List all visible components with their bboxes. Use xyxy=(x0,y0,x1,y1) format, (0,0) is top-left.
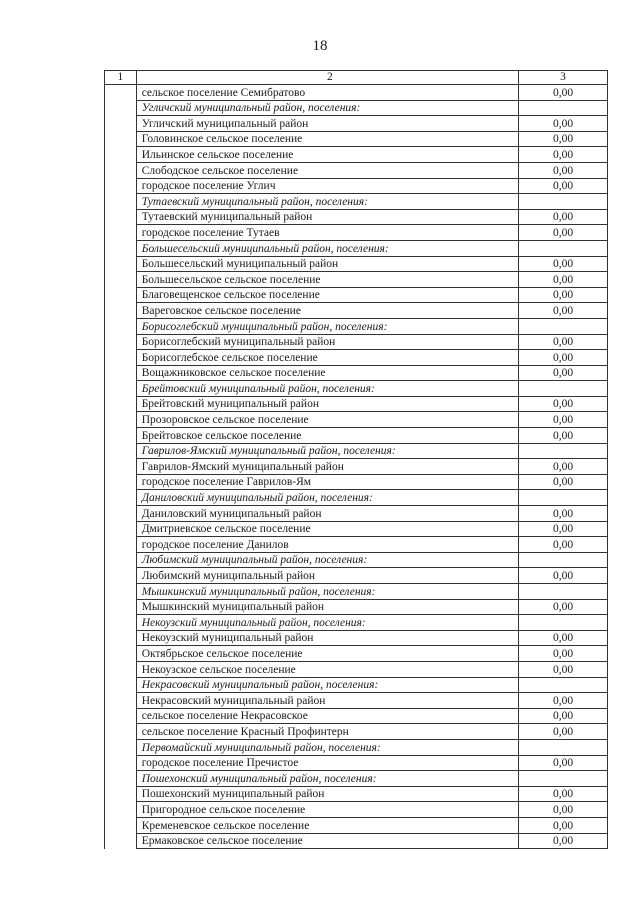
district-heading: Даниловский муниципальный район, поселения: xyxy=(136,490,518,506)
amount-cell: 0,00 xyxy=(519,412,608,428)
table-row xyxy=(105,661,608,677)
settlement-name: городское поселение Пречистое xyxy=(136,755,518,771)
row-index-cell xyxy=(105,272,137,288)
row-index-cell xyxy=(105,568,137,584)
table-row xyxy=(105,708,608,724)
amount-cell xyxy=(519,771,608,787)
row-index-cell xyxy=(105,630,137,646)
table-row xyxy=(105,506,608,522)
row-index-cell xyxy=(105,194,137,210)
settlement-name: городское поселение Гаврилов-Ям xyxy=(136,474,518,490)
table-row xyxy=(105,272,608,288)
table-row xyxy=(105,786,608,802)
settlement-name: сельское поселение Семибратово xyxy=(136,85,518,101)
settlement-name: городское поселение Тутаев xyxy=(136,225,518,241)
row-index-cell xyxy=(105,599,137,615)
table-row xyxy=(105,365,608,381)
table-row xyxy=(105,646,608,662)
table-row xyxy=(105,833,608,849)
row-index-cell xyxy=(105,646,137,662)
table-row xyxy=(105,147,608,163)
district-row xyxy=(105,443,608,459)
amount-cell: 0,00 xyxy=(519,131,608,147)
district-heading: Любимский муниципальный район, поселения: xyxy=(136,552,518,568)
settlement-name: городское поселение Данилов xyxy=(136,537,518,553)
amount-cell: 0,00 xyxy=(519,85,608,101)
table-row xyxy=(105,412,608,428)
amount-cell: 0,00 xyxy=(519,817,608,833)
settlement-name: Вареговское сельское поселение xyxy=(136,303,518,319)
amount-cell: 0,00 xyxy=(519,802,608,818)
row-index-cell xyxy=(105,677,137,693)
district-row xyxy=(105,739,608,755)
district-row xyxy=(105,381,608,397)
district-heading: Тутаевский муниципальный район, поселения: xyxy=(136,194,518,210)
row-index-cell xyxy=(105,85,137,101)
amount-cell xyxy=(519,240,608,256)
table-row xyxy=(105,537,608,553)
amount-cell xyxy=(519,490,608,506)
amount-cell: 0,00 xyxy=(519,334,608,350)
district-heading: Угличский муниципальный район, поселения: xyxy=(136,100,518,116)
table-row xyxy=(105,116,608,132)
table-row xyxy=(105,162,608,178)
district-heading: Брейтовский муниципальный район, поселения: xyxy=(136,381,518,397)
amount-cell: 0,00 xyxy=(519,661,608,677)
settlement-name: Благовещенское сельское поселение xyxy=(136,287,518,303)
amount-cell xyxy=(519,552,608,568)
row-index-cell xyxy=(105,381,137,397)
settlement-name: Пошехонский муниципальный район xyxy=(136,786,518,802)
settlement-name: Брейтовское сельское поселение xyxy=(136,428,518,444)
district-row xyxy=(105,677,608,693)
amount-cell: 0,00 xyxy=(519,755,608,771)
settlement-name: Вощажниковское сельское поселение xyxy=(136,365,518,381)
table-row xyxy=(105,131,608,147)
amount-cell xyxy=(519,584,608,600)
settlement-name: Прозоровское сельское поселение xyxy=(136,412,518,428)
settlement-name: Слободское сельское поселение xyxy=(136,162,518,178)
column-1-header: 1 xyxy=(105,71,137,85)
table-row xyxy=(105,287,608,303)
row-index-cell xyxy=(105,240,137,256)
settlement-name: Головинское сельское поселение xyxy=(136,131,518,147)
row-index-cell xyxy=(105,225,137,241)
amount-cell: 0,00 xyxy=(519,459,608,475)
settlement-name: Даниловский муниципальный район xyxy=(136,506,518,522)
amount-cell: 0,00 xyxy=(519,693,608,709)
page-number: 18 xyxy=(312,38,328,54)
table-row xyxy=(105,599,608,615)
amount-cell: 0,00 xyxy=(519,599,608,615)
district-heading: Некрасовский муниципальный район, поселения: xyxy=(136,677,518,693)
amount-cell: 0,00 xyxy=(519,350,608,366)
settlement-name: Тутаевский муниципальный район xyxy=(136,209,518,225)
amount-cell: 0,00 xyxy=(519,833,608,849)
amount-cell: 0,00 xyxy=(519,396,608,412)
row-index-cell xyxy=(105,615,137,631)
row-index-cell xyxy=(105,786,137,802)
row-index-cell xyxy=(105,724,137,740)
settlement-name: Некоузский муниципальный район xyxy=(136,630,518,646)
row-index-cell xyxy=(105,443,137,459)
row-index-cell xyxy=(105,334,137,350)
table-row xyxy=(105,802,608,818)
row-index-cell xyxy=(105,755,137,771)
table-body xyxy=(105,71,608,849)
settlement-name: Брейтовский муниципальный район xyxy=(136,396,518,412)
row-index-cell xyxy=(105,537,137,553)
settlement-name: Пригородное сельское поселение xyxy=(136,802,518,818)
table-row xyxy=(105,568,608,584)
row-index-cell xyxy=(105,147,137,163)
settlements-table xyxy=(104,70,608,849)
district-row xyxy=(105,240,608,256)
table-row xyxy=(105,178,608,194)
row-index-cell xyxy=(105,833,137,849)
settlement-name: Некоузское сельское поселение xyxy=(136,661,518,677)
amount-cell: 0,00 xyxy=(519,256,608,272)
amount-cell xyxy=(519,677,608,693)
amount-cell: 0,00 xyxy=(519,568,608,584)
amount-cell: 0,00 xyxy=(519,287,608,303)
amount-cell: 0,00 xyxy=(519,630,608,646)
table-header-row xyxy=(105,71,608,85)
amount-cell: 0,00 xyxy=(519,786,608,802)
row-index-cell xyxy=(105,739,137,755)
row-index-cell xyxy=(105,802,137,818)
district-heading: Мышкинский муниципальный район, поселения: xyxy=(136,584,518,600)
district-heading: Борисоглебский муниципальный район, поселения: xyxy=(136,318,518,334)
district-row xyxy=(105,318,608,334)
row-index-cell xyxy=(105,552,137,568)
amount-cell xyxy=(519,615,608,631)
row-index-cell xyxy=(105,396,137,412)
district-heading: Некоузский муниципальный район, поселения: xyxy=(136,615,518,631)
amount-cell: 0,00 xyxy=(519,272,608,288)
settlement-name: Гаврилов-Ямский муниципальный район xyxy=(136,459,518,475)
amount-cell: 0,00 xyxy=(519,474,608,490)
district-row xyxy=(105,490,608,506)
amount-cell: 0,00 xyxy=(519,209,608,225)
row-index-cell xyxy=(105,209,137,225)
amount-cell: 0,00 xyxy=(519,724,608,740)
settlement-name: Кременевское сельское поселение xyxy=(136,817,518,833)
settlement-name: Октябрьское сельское поселение xyxy=(136,646,518,662)
district-heading: Гаврилов-Ямский муниципальный район, поселения: xyxy=(136,443,518,459)
settlement-name: Любимский муниципальный район xyxy=(136,568,518,584)
table-row xyxy=(105,817,608,833)
table-row xyxy=(105,693,608,709)
settlement-name: Угличский муниципальный район xyxy=(136,116,518,132)
amount-cell xyxy=(519,100,608,116)
district-row xyxy=(105,615,608,631)
settlement-name: Борисоглебское сельское поселение xyxy=(136,350,518,366)
row-index-cell xyxy=(105,490,137,506)
row-index-cell xyxy=(105,693,137,709)
table-row xyxy=(105,428,608,444)
table-row xyxy=(105,225,608,241)
row-index-cell xyxy=(105,474,137,490)
row-index-cell xyxy=(105,116,137,132)
row-index-cell xyxy=(105,350,137,366)
settlement-name: Мышкинский муниципальный район xyxy=(136,599,518,615)
row-index-cell xyxy=(105,318,137,334)
settlement-name: Большесельский муниципальный район xyxy=(136,256,518,272)
row-index-cell xyxy=(105,506,137,522)
amount-cell: 0,00 xyxy=(519,506,608,522)
settlement-name: Большесельское сельское поселение xyxy=(136,272,518,288)
settlement-name: сельское поселение Красный Профинтерн xyxy=(136,724,518,740)
amount-cell xyxy=(519,194,608,210)
amount-cell xyxy=(519,318,608,334)
table-row xyxy=(105,350,608,366)
amount-cell xyxy=(519,381,608,397)
amount-cell: 0,00 xyxy=(519,225,608,241)
row-index-cell xyxy=(105,817,137,833)
amount-cell: 0,00 xyxy=(519,428,608,444)
settlement-name: Ермаковское сельское поселение xyxy=(136,833,518,849)
district-row xyxy=(105,771,608,787)
settlement-name: Ильинское сельское поселение xyxy=(136,147,518,163)
amount-cell: 0,00 xyxy=(519,537,608,553)
table-row xyxy=(105,459,608,475)
amount-cell: 0,00 xyxy=(519,521,608,537)
amount-cell xyxy=(519,739,608,755)
amount-cell: 0,00 xyxy=(519,116,608,132)
table-row xyxy=(105,85,608,101)
district-heading: Первомайский муниципальный район, поселения: xyxy=(136,739,518,755)
row-index-cell xyxy=(105,365,137,381)
row-index-cell xyxy=(105,771,137,787)
table-row xyxy=(105,630,608,646)
amount-cell xyxy=(519,443,608,459)
settlement-name: сельское поселение Некрасовское xyxy=(136,708,518,724)
row-index-cell xyxy=(105,708,137,724)
district-heading: Пошехонский муниципальный район, поселения: xyxy=(136,771,518,787)
table-row xyxy=(105,256,608,272)
row-index-cell xyxy=(105,162,137,178)
settlement-name: городское поселение Углич xyxy=(136,178,518,194)
row-index-cell xyxy=(105,661,137,677)
amount-cell: 0,00 xyxy=(519,708,608,724)
table-row xyxy=(105,396,608,412)
row-index-cell xyxy=(105,584,137,600)
column-3-header: 3 xyxy=(519,71,608,85)
amount-cell: 0,00 xyxy=(519,646,608,662)
settlement-name: Дмитриевское сельское поселение xyxy=(136,521,518,537)
table-row xyxy=(105,521,608,537)
table-row xyxy=(105,303,608,319)
district-row xyxy=(105,552,608,568)
table-row xyxy=(105,755,608,771)
row-index-cell xyxy=(105,178,137,194)
amount-cell: 0,00 xyxy=(519,162,608,178)
row-index-cell xyxy=(105,459,137,475)
settlement-name: Борисоглебский муниципальный район xyxy=(136,334,518,350)
row-index-cell xyxy=(105,287,137,303)
district-row xyxy=(105,194,608,210)
amount-cell: 0,00 xyxy=(519,365,608,381)
row-index-cell xyxy=(105,131,137,147)
amount-cell: 0,00 xyxy=(519,178,608,194)
amount-cell: 0,00 xyxy=(519,303,608,319)
table-row xyxy=(105,474,608,490)
table-row xyxy=(105,209,608,225)
row-index-cell xyxy=(105,256,137,272)
table-row xyxy=(105,724,608,740)
table-row xyxy=(105,334,608,350)
row-index-cell xyxy=(105,100,137,116)
district-row xyxy=(105,100,608,116)
amount-cell: 0,00 xyxy=(519,147,608,163)
column-2-header: 2 xyxy=(136,71,518,85)
settlement-name: Некрасовский муниципальный район xyxy=(136,693,518,709)
district-row xyxy=(105,584,608,600)
row-index-cell xyxy=(105,412,137,428)
row-index-cell xyxy=(105,428,137,444)
row-index-cell xyxy=(105,303,137,319)
district-heading: Большесельский муниципальный район, поселения: xyxy=(136,240,518,256)
row-index-cell xyxy=(105,521,137,537)
